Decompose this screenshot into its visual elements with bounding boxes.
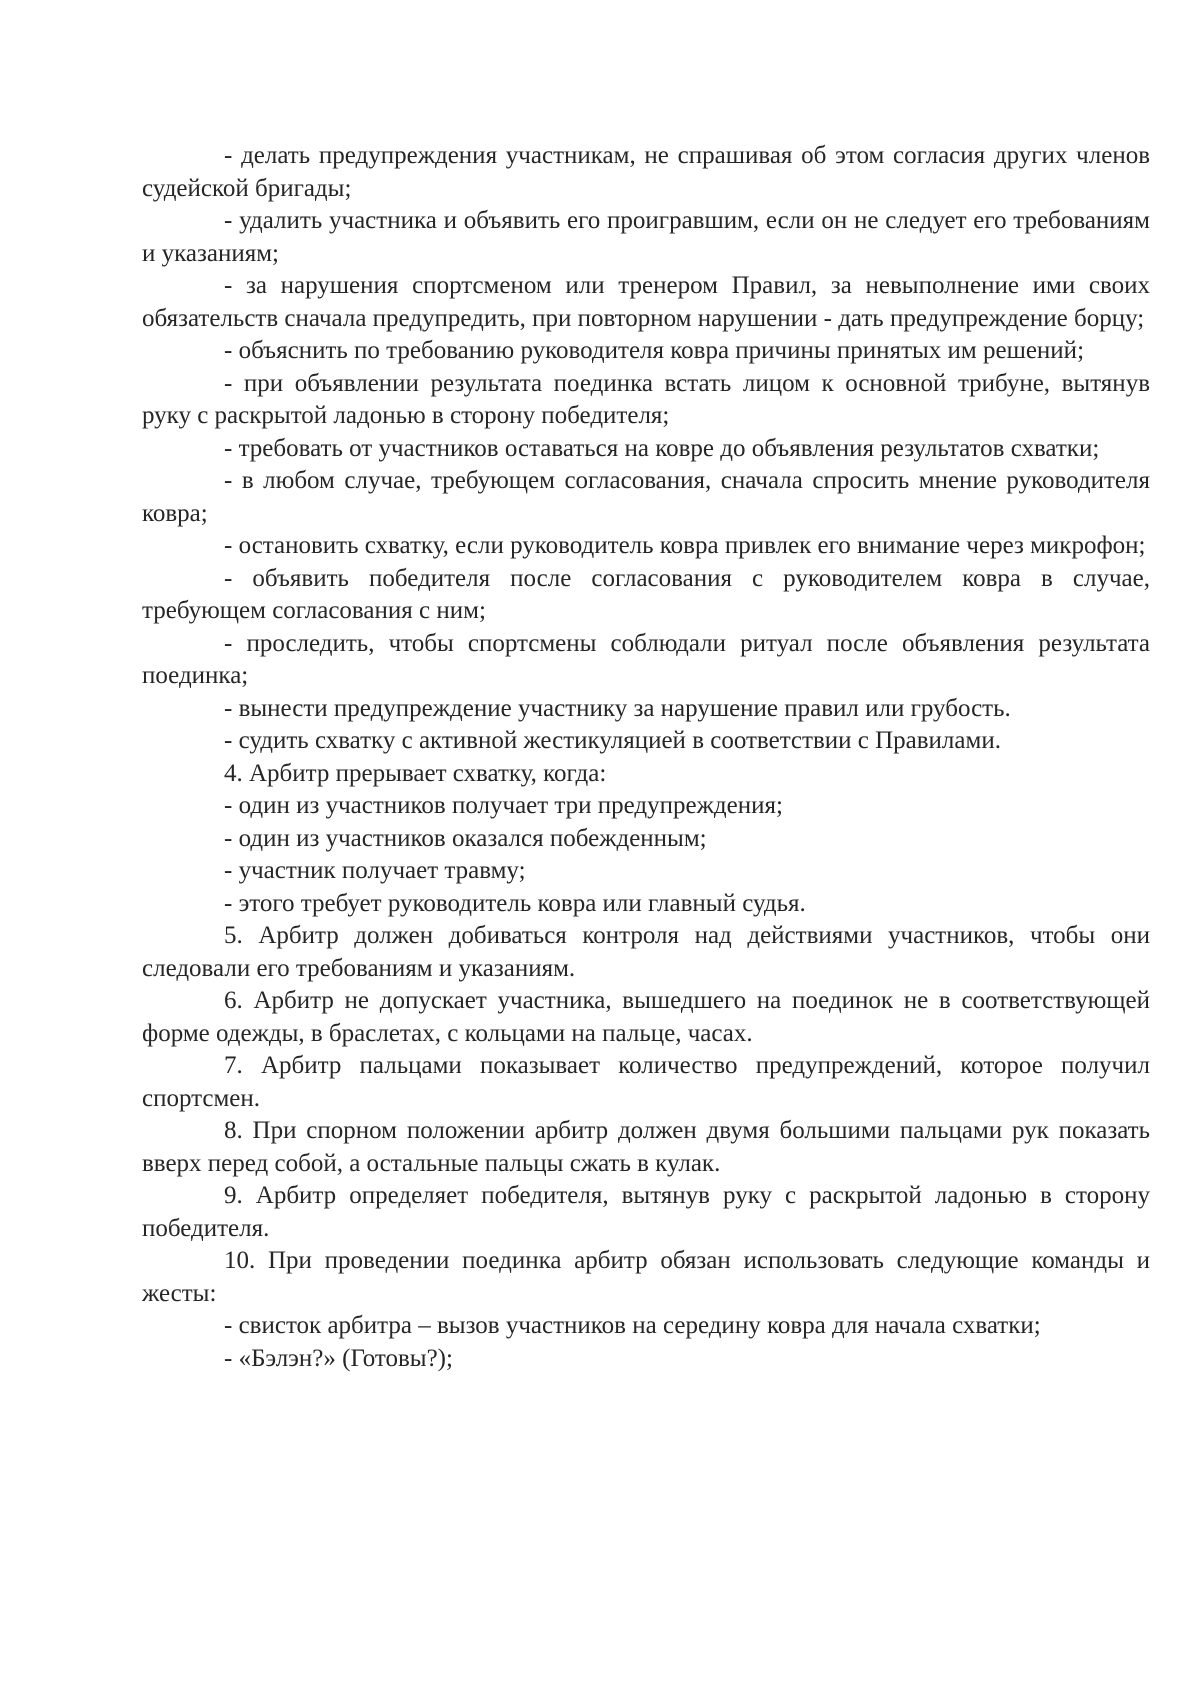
paragraph-24: - свисток арбитра – вызов участников на середину ковра для начала схватки; [224, 1312, 1041, 1339]
paragraph-20: 7. Арбитр пальцами показывает количество предупреждений, которое получил спортсмен. [142, 1052, 1150, 1112]
paragraph-1: - делать предупреждения участникам, не спрашивая об этом согласия других членов судейской бригады; [142, 142, 1150, 202]
paragraph-3: - за нарушения спортсменом или тренером Правил, за невыполнение ими своих обязательств сначала предупредить, при повторном нарушении - дать предупреждение борцу; [142, 272, 1150, 332]
paragraph-19: 6. Арбитр не допускает участника, вышедшего на поединок не в соответствующей форме одежды, в браслетах, с кольцами на пальце, часах. [142, 987, 1150, 1047]
paragraph-18: 5. Арбитр должен добиваться контроля над действиями участников, чтобы они следовали его требованиям и указаниям. [142, 922, 1150, 982]
paragraph-5: - при объявлении результата поединка встать лицом к основной трибуне, вытянув руку с раскрытой ладонью в сторону победителя; [142, 369, 1150, 429]
paragraph-15: - один из участников оказался побежденным; [224, 824, 707, 852]
document-body [142, 140, 1150, 1375]
paragraph-4: - объяснить по требованию руководителя ковра причины принятых им решений; [224, 337, 1085, 364]
paragraph-16: - участник получает травму; [224, 857, 526, 884]
paragraph-17: - этого требует руководитель ковра или главный судья. [224, 889, 806, 917]
paragraph-9: - объявить победителя после согласования с руководителем ковра в случае, требующем согласования с ним; [142, 564, 1150, 624]
paragraph-10: - проследить, чтобы спортсмены соблюдали ритуал после объявления результата поединка; [142, 629, 1150, 689]
paragraph-13: 4. Арбитр прерывает схватку, когда: [224, 759, 607, 787]
paragraph-25: - «Бэлэн?» (Готовы?); [224, 1344, 453, 1372]
paragraph-14: - один из участников получает три предупреждения; [224, 792, 783, 819]
paragraph-7: - в любом случае, требующем согласования, сначала спросить мнение руководителя ковра; [142, 467, 1150, 527]
paragraph-12: - судить схватку с активной жестикуляцией в соответствии с Правилами. [224, 727, 1001, 754]
paragraph-11: - вынести предупреждение участнику за нарушение правил или грубость. [224, 694, 1011, 722]
paragraph-6: - требовать от участников оставаться на ковре до объявления результатов схватки; [224, 434, 1100, 462]
paragraph-2: - удалить участника и объявить его проигравшим, если он не следует его требованиям и указаниям; [142, 207, 1150, 267]
paragraph-23: 10. При проведении поединка арбитр обязан использовать следующие команды и жесты: [142, 1247, 1150, 1307]
paragraph-22: 9. Арбитр определяет победителя, вытянув руку с раскрытой ладонью в сторону победителя. [142, 1182, 1150, 1242]
paragraph-21: 8. При спорном положении арбитр должен двумя большими пальцами рук показать вверх перед собой, а остальные пальцы сжать в кулак. [142, 1117, 1150, 1177]
paragraph-8: - остановить схватку, если руководитель ковра привлек его внимание через микрофон; [224, 532, 1146, 559]
